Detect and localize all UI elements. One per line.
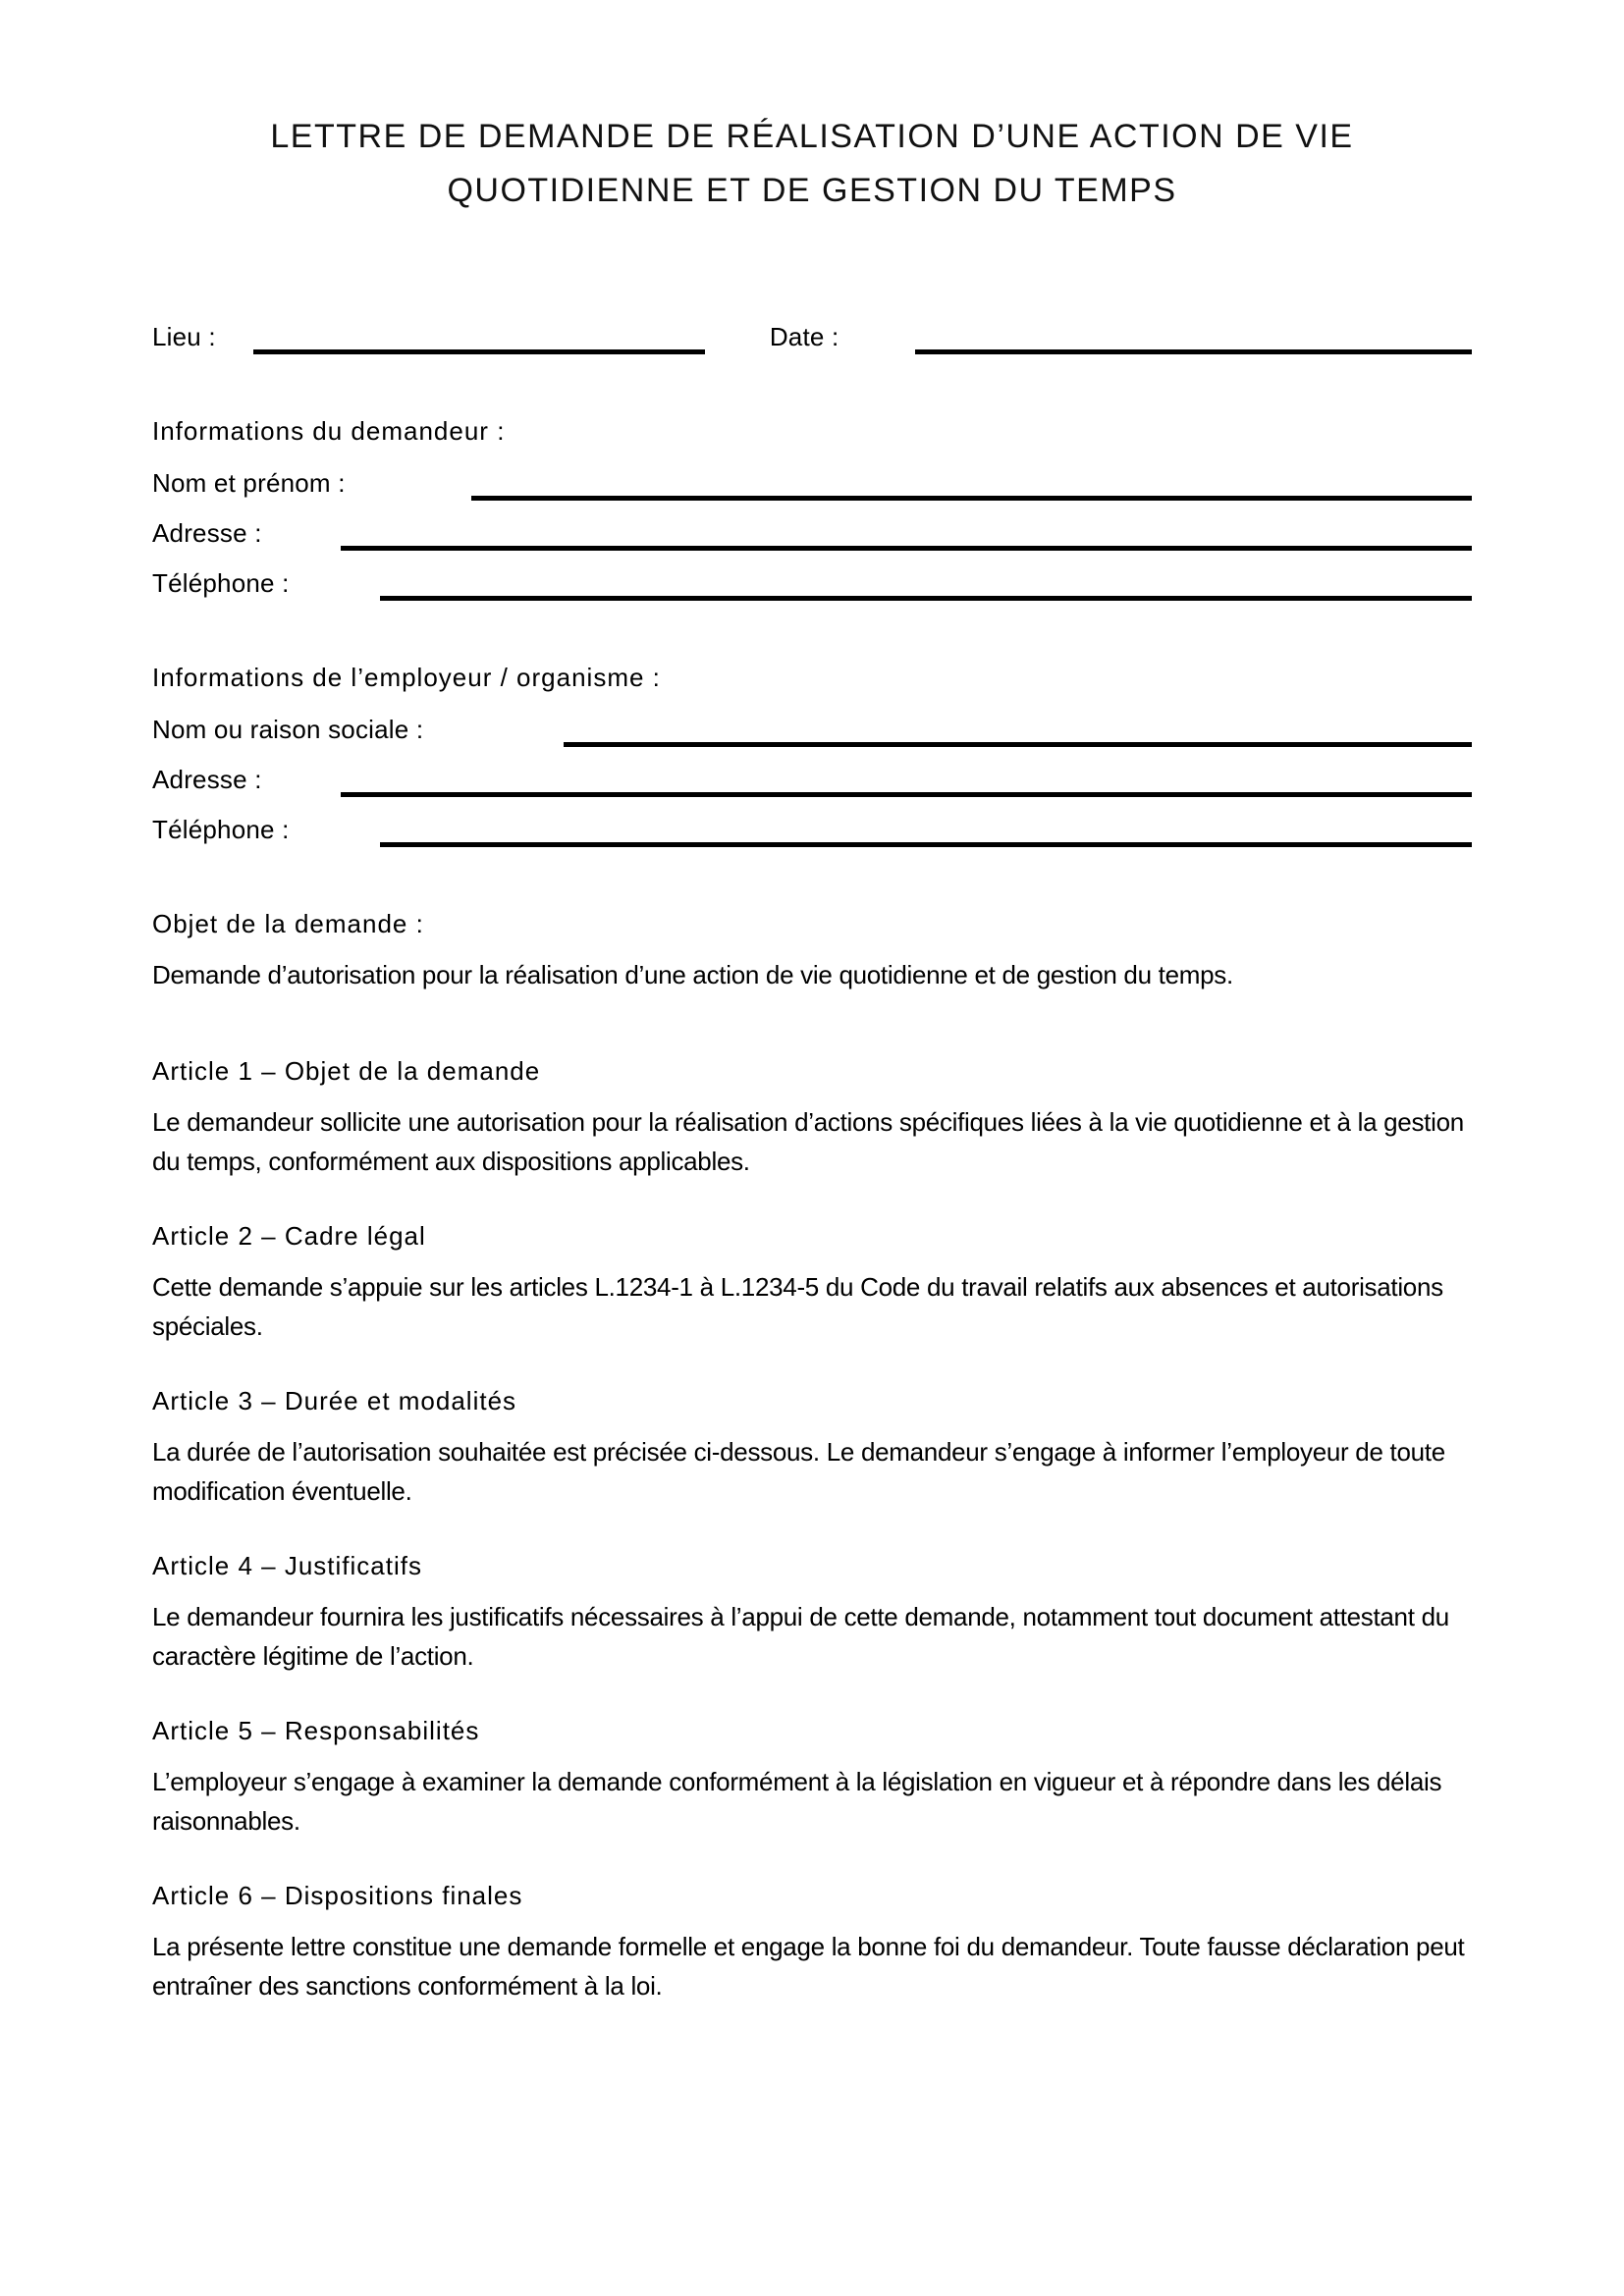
date-label: Date :: [769, 322, 839, 351]
article-6: [152, 1878, 1472, 2005]
field-row-requester-adresse: [152, 512, 1472, 551]
nom-et-prenom-label: Nom et prénom :: [152, 468, 346, 498]
lieu-date-row: [152, 316, 1472, 354]
article-2-body: Cette demande s’appuie sur les articles L.1234-1 à L.1234-5 du Code du travail relatifs aux absences et autorisations spéciales.: [152, 1272, 1443, 1341]
article-1-heading: Article 1 – Objet de la demande: [152, 1056, 541, 1086]
article-1-body: Le demandeur sollicite une autorisation pour la réalisation d’actions spécifiques liées à la vie quotidienne et à la gestion du temps, conformément aux dispositions applicables.: [152, 1107, 1464, 1176]
requester-adresse-label: Adresse :: [152, 518, 262, 548]
field-row-raison-sociale: [152, 709, 1472, 747]
employer-adresse-field-line: [341, 759, 1472, 797]
article-4-heading: Article 4 – Justificatifs: [152, 1551, 422, 1580]
article-3: [152, 1383, 1472, 1511]
objet-section-heading: Objet de la demande :: [152, 909, 424, 938]
field-row-employer-telephone: [152, 809, 1472, 847]
article-2: [152, 1218, 1472, 1346]
article-5-body: L’employeur s’engage à examiner la demande conformément à la législation en vigueur et à répondre dans les délais raisonnables.: [152, 1767, 1442, 1836]
date-field-line: [915, 316, 1472, 354]
objet-section: [152, 906, 1472, 994]
article-3-heading: Article 3 – Durée et modalités: [152, 1386, 517, 1415]
article-4-body: Le demandeur fournira les justificatifs nécessaires à l’appui de cette demande, notamment tout document attestant du caractère légitime de l’action.: [152, 1602, 1449, 1671]
employer-section: [152, 660, 1472, 847]
document-title-line-2: QUOTIDIENNE ET DE GESTION DU TEMPS: [447, 172, 1177, 209]
employer-adresse-label: Adresse :: [152, 765, 262, 794]
article-6-heading: Article 6 – Dispositions finales: [152, 1881, 523, 1910]
raison-sociale-label: Nom ou raison sociale :: [152, 715, 424, 744]
objet-body: Demande d’autorisation pour la réalisation d’une action de vie quotidienne et de gestion du temps.: [152, 960, 1233, 989]
article-5-heading: Article 5 – Responsabilités: [152, 1716, 480, 1745]
employer-telephone-field-line: [380, 809, 1472, 847]
article-3-body: La durée de l’autorisation souhaitée est précisée ci-dessous. Le demandeur s’engage à informer l’employeur de toute modification éventuelle.: [152, 1437, 1445, 1506]
lieu-label: Lieu :: [152, 322, 216, 351]
requester-telephone-field-line: [380, 562, 1472, 601]
lieu-field-line: [253, 316, 705, 354]
employer-telephone-label: Téléphone :: [152, 815, 290, 844]
document-title: [152, 110, 1472, 218]
document-title-line-1: LETTRE DE DEMANDE DE RÉALISATION D’UNE ACTION DE VIE: [270, 118, 1354, 155]
article-1: [152, 1053, 1472, 1181]
raison-sociale-field-line: [564, 709, 1472, 747]
nom-et-prenom-field-line: [471, 462, 1472, 501]
article-5: [152, 1713, 1472, 1841]
field-row-requester-telephone: [152, 562, 1472, 601]
requester-section: [152, 413, 1472, 601]
field-row-employer-adresse: [152, 759, 1472, 797]
requester-adresse-field-line: [341, 512, 1472, 551]
article-6-body: La présente lettre constitue une demande formelle et engage la bonne foi du demandeur. Toute fausse déclaration peut entraîner des sanctions conformément à la loi.: [152, 1932, 1465, 2001]
article-2-heading: Article 2 – Cadre légal: [152, 1221, 426, 1251]
requester-telephone-label: Téléphone :: [152, 568, 290, 598]
field-row-nom-et-prenom: [152, 462, 1472, 501]
requester-section-heading: Informations du demandeur :: [152, 416, 506, 446]
article-4: [152, 1548, 1472, 1676]
employer-section-heading: Informations de l’employeur / organisme :: [152, 663, 661, 692]
